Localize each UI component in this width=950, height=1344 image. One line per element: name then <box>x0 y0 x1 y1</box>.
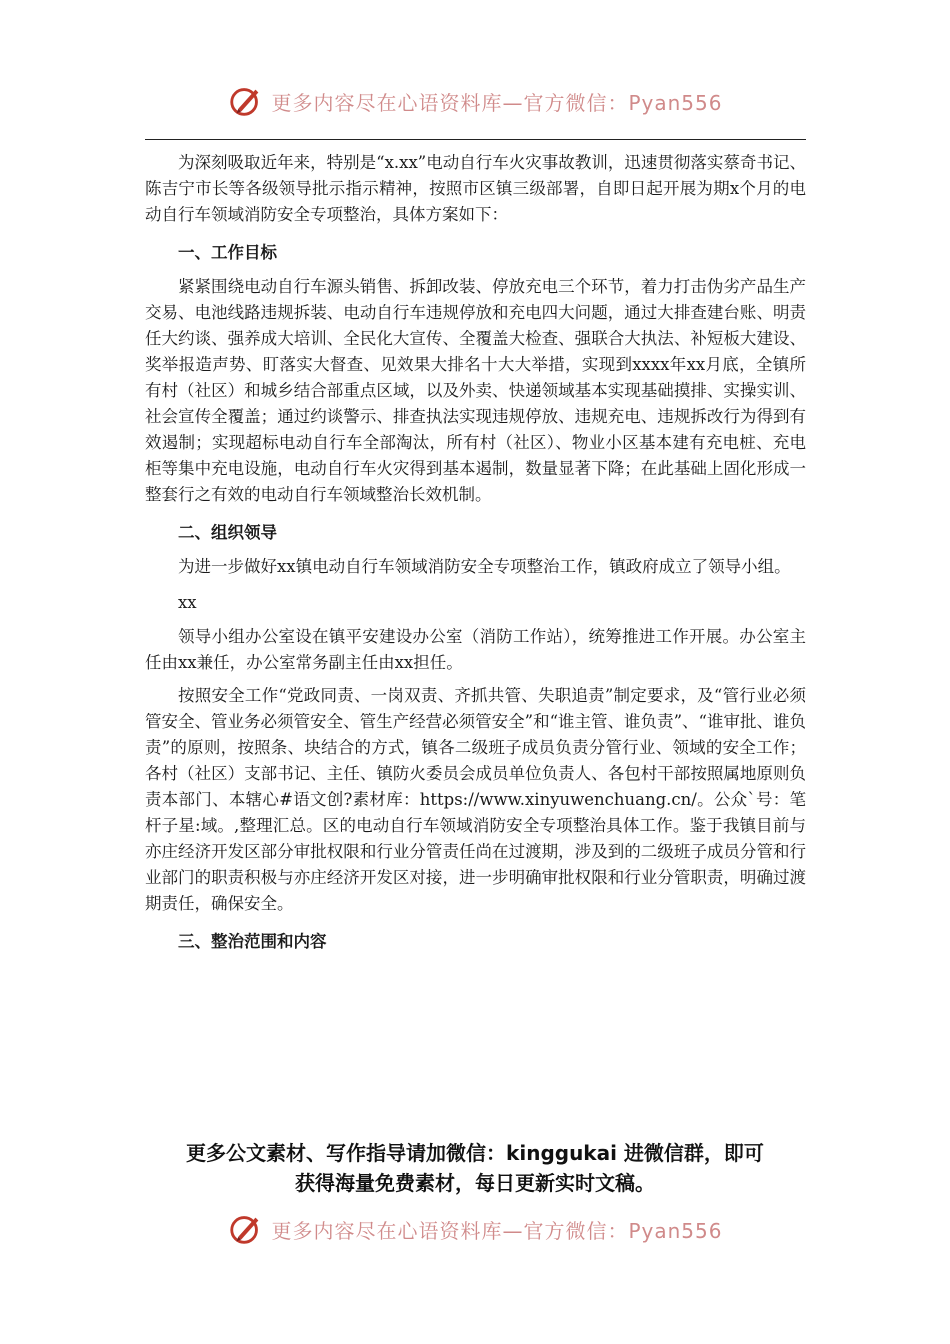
section2-paragraph-1: 为进一步做好xx镇电动自行车领域消防安全专项整治工作，镇政府成立了领导小组。 <box>178 557 791 576</box>
intro-paragraph: 为深刻吸取近年来，特别是“x.xx”电动自行车火灾事故教训，迅速贯彻落实蔡奇书记、陈吉宁市长等各级领导批示指示精神，按照市区镇三级部署，自即日起开展为期x个月的电动自行车领域消防安全专项整治，具体方案如下： <box>145 153 806 224</box>
section2-paragraph-3: 按照安全工作“党政同责、一岗双责、齐抓共管、失职追责”制定要求，及“管行业必须管安全、管业务必须管安全、管生产经营必须管安全”和“谁主管、谁负责”、“谁审批、谁负责”的原则，按照条、块结合的方式，镇各二级班子成员负责分管行业、领域的安全工作；各村（社区）支部书记、主任、镇防火委员会成员单位负责人、各包村干部按照属地原则负责本部门、本辖心#语文创?素材库：https://www.xinyuwenchuang.cn/。公众`号：笔杆子星:域。,整理汇总。区的电动自行车领域消防安全专项整治具体工作。鉴于我镇目前与亦庄经济开发区部分审批权限和行业分管责任尚在过渡期，涉及到的二级班子成员分管和行业部门的职责积极与亦庄经济开发区对接，进一步明确审批权限和行业分管职责，明确过渡期责任，确保安全。 <box>145 686 806 913</box>
banner-text: 更多内容尽在心语资料库—官方微信：Pyan556 <box>271 90 723 115</box>
bottom-banner <box>0 1206 950 1252</box>
pen-logo-icon <box>227 82 265 120</box>
section2-heading: 二、组织领导 <box>178 523 277 542</box>
footer-note-line1: 更多公文素材、写作指导请加微信：kinggukai 进微信群，即可 <box>186 1141 764 1165</box>
footer-note-line2: 获得海量免费素材，每日更新实时文稿。 <box>295 1171 655 1195</box>
section2-xx: xx <box>178 593 197 612</box>
header-rule <box>145 139 806 140</box>
pen-logo-icon <box>227 1210 265 1248</box>
section1-paragraph: 紧紧围绕电动自行车源头销售、拆卸改装、停放充电三个环节，着力打击伪劣产品生产交易、电池线路违规拆装、电动自行车违规停放和充电四大问题，通过大排查建台账、明责任大约谈、强养成大培训、全民化大宣传、全覆盖大检查、强联合大执法、补短板大建设、奖举报造声势、盯落实大督查、见效果大排名十大大举措，实现到xxxx年xx月底，全镇所有村（社区）和城乡结合部重点区域，以及外卖、快递领域基本实现基础摸排、实操实训、社会宣传全覆盖；通过约谈警示、排查执法实现违规停放、违规充电、违规拆改行为得到有效遏制；实现超标电动自行车全部淘汰，所有村（社区）、物业小区基本建有充电桩、充电柜等集中充电设施，电动自行车火灾得到基本遏制，数量显著下降；在此基础上固化形成一整套行之有效的电动自行车领域整治长效机制。 <box>145 277 806 504</box>
top-banner <box>0 78 950 124</box>
section1-heading: 一、工作目标 <box>178 243 277 262</box>
section3-heading: 三、整治范围和内容 <box>178 932 327 951</box>
footer-note <box>100 1138 850 1198</box>
document-body <box>145 150 806 963</box>
footer-banner-text: 更多内容尽在心语资料库—官方微信：Pyan556 <box>271 1218 723 1243</box>
section2-paragraph-2: 领导小组办公室设在镇平安建设办公室（消防工作站），统筹推进工作开展。办公室主任由xx兼任，办公室常务副主任由xx担任。 <box>145 627 806 672</box>
